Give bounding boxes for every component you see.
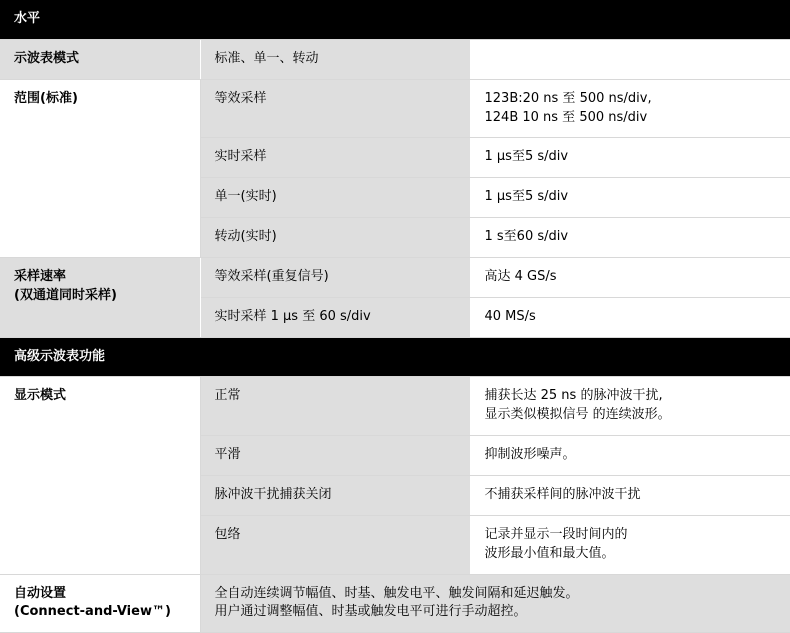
row-subitem-equivalent-repetitive: 等效采样(重复信号) bbox=[200, 257, 470, 297]
row-value-glitch-capture-off: 不捕获采样间的脉冲波干扰 bbox=[470, 475, 790, 515]
value-line-1: 记录并显示一段时间内的 bbox=[484, 526, 628, 542]
table-row-range-equivalent bbox=[0, 79, 790, 138]
row-subitem-scope-mode: 标准、单一、转动 bbox=[200, 39, 470, 79]
row-label-scope-mode: 示波表模式 bbox=[0, 39, 200, 79]
section-title: 水平 bbox=[0, 0, 790, 39]
table-row-sample-rate-equivalent bbox=[0, 257, 790, 297]
row-subitem-equivalent-sampling: 等效采样 bbox=[200, 79, 470, 138]
label-line-1: 自动设置 bbox=[14, 585, 67, 601]
section-header-advanced bbox=[0, 337, 790, 377]
row-label-range: 范围(标准) bbox=[0, 79, 200, 257]
label-line-2: (双通道同时采样) bbox=[14, 287, 117, 303]
value-line-1: 全自动连续调节幅值、时基、触发电平、触发间隔和延迟触发。 bbox=[214, 585, 579, 601]
table-row-display-mode-normal bbox=[0, 377, 790, 436]
value-line-2: 124B 10 ns 至 500 ns/div bbox=[484, 109, 648, 125]
row-subitem-realtime-sampling: 实时采样 bbox=[200, 138, 470, 178]
table-row-auto-set bbox=[0, 574, 790, 633]
row-subitem-smooth: 平滑 bbox=[200, 436, 470, 476]
value-line-1: 123B:20 ns 至 500 ns/div, bbox=[484, 90, 652, 106]
row-value-equivalent-sampling bbox=[470, 79, 790, 138]
row-label-auto-set bbox=[0, 574, 200, 633]
row-value-envelope bbox=[470, 515, 790, 574]
section-header-horizontal bbox=[0, 0, 790, 39]
row-subitem-realtime-range: 实时采样 1 µs 至 60 s/div bbox=[200, 297, 470, 337]
row-value-roll-realtime: 1 s至60 s/div bbox=[470, 218, 790, 258]
row-subitem-normal: 正常 bbox=[200, 377, 470, 436]
row-value-scope-mode bbox=[470, 39, 790, 79]
row-value-realtime-sampling: 1 µs至5 s/div bbox=[470, 138, 790, 178]
row-value-normal bbox=[470, 377, 790, 436]
row-value-realtime-range: 40 MS/s bbox=[470, 297, 790, 337]
row-label-display-mode: 显示模式 bbox=[0, 377, 200, 574]
label-line-2: (Connect-and-View™) bbox=[14, 604, 171, 620]
row-value-single-realtime: 1 µs至5 s/div bbox=[470, 178, 790, 218]
label-line-1: 采样速率 bbox=[14, 268, 67, 284]
value-line-2: 用户通过调整幅值、时基或触发电平可进行手动超控。 bbox=[214, 604, 527, 620]
value-line-2: 波形最小值和最大值。 bbox=[484, 545, 615, 561]
row-subitem-glitch-capture-off: 脉冲波干扰捕获关闭 bbox=[200, 475, 470, 515]
row-value-equivalent-repetitive: 高达 4 GS/s bbox=[470, 257, 790, 297]
value-line-1: 捕获长达 25 ns 的脉冲波干扰, bbox=[484, 388, 663, 404]
row-value-smooth: 抑制波形噪声。 bbox=[470, 436, 790, 476]
row-value-auto-set bbox=[200, 574, 790, 633]
row-subitem-roll-realtime: 转动(实时) bbox=[200, 218, 470, 258]
row-subitem-single-realtime: 单一(实时) bbox=[200, 178, 470, 218]
table-row-scope-mode bbox=[0, 39, 790, 79]
section-title: 高级示波表功能 bbox=[0, 337, 790, 377]
value-line-2: 显示类似模拟信号 的连续波形。 bbox=[484, 407, 671, 423]
row-label-sample-rate bbox=[0, 257, 200, 337]
row-subitem-envelope: 包络 bbox=[200, 515, 470, 574]
